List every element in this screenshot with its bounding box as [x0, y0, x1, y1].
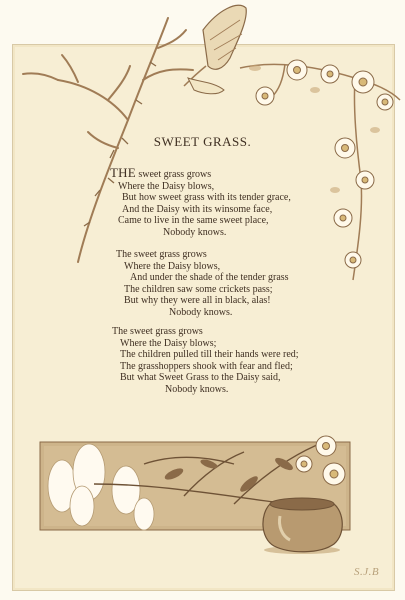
stanza-line: But what Sweet Grass to the Daisy said,	[120, 372, 281, 384]
stanza-line: And the Daisy with its winsome face,	[122, 203, 273, 215]
stanza-line: But how sweet grass with its tender grace,	[122, 192, 291, 204]
stanza-line: Where the Daisy blows,	[118, 180, 215, 192]
stanza-line: Nobody knows.	[163, 226, 227, 238]
stanza-line: And under the shade of the tender grass	[130, 272, 289, 284]
stanza-line: Came to live in the same sweet place,	[118, 215, 269, 227]
stanza-line: Nobody knows.	[165, 383, 229, 395]
stanza-line: The sweet grass grows	[112, 326, 203, 337]
stanza-line: But why they were all in black, alas!	[124, 295, 271, 307]
stanza-line: The children pulled till their hands were red;	[120, 349, 299, 361]
drop-cap: THE	[110, 165, 136, 180]
stanza-line: Where the Daisy blows,	[124, 260, 221, 272]
stanza-line: Where the Daisy blows;	[120, 337, 217, 349]
stanza-line: The sweet grass grows	[116, 249, 207, 260]
stanza-line: Nobody knows.	[169, 306, 233, 318]
artist-monogram: S.J.B	[354, 566, 380, 578]
stanza-2	[116, 249, 356, 319]
stanza-line: THE sweet grass grows	[110, 165, 212, 180]
stanza-1	[110, 167, 350, 239]
grass-pot-vignette	[34, 434, 357, 554]
stanza-3	[112, 326, 352, 396]
poem-title: SWEET GRASS.	[153, 134, 252, 149]
stanza-line: The grasshoppers shook with fear and fled;	[120, 360, 293, 372]
stanza-line: The children saw some crickets pass;	[124, 283, 273, 295]
